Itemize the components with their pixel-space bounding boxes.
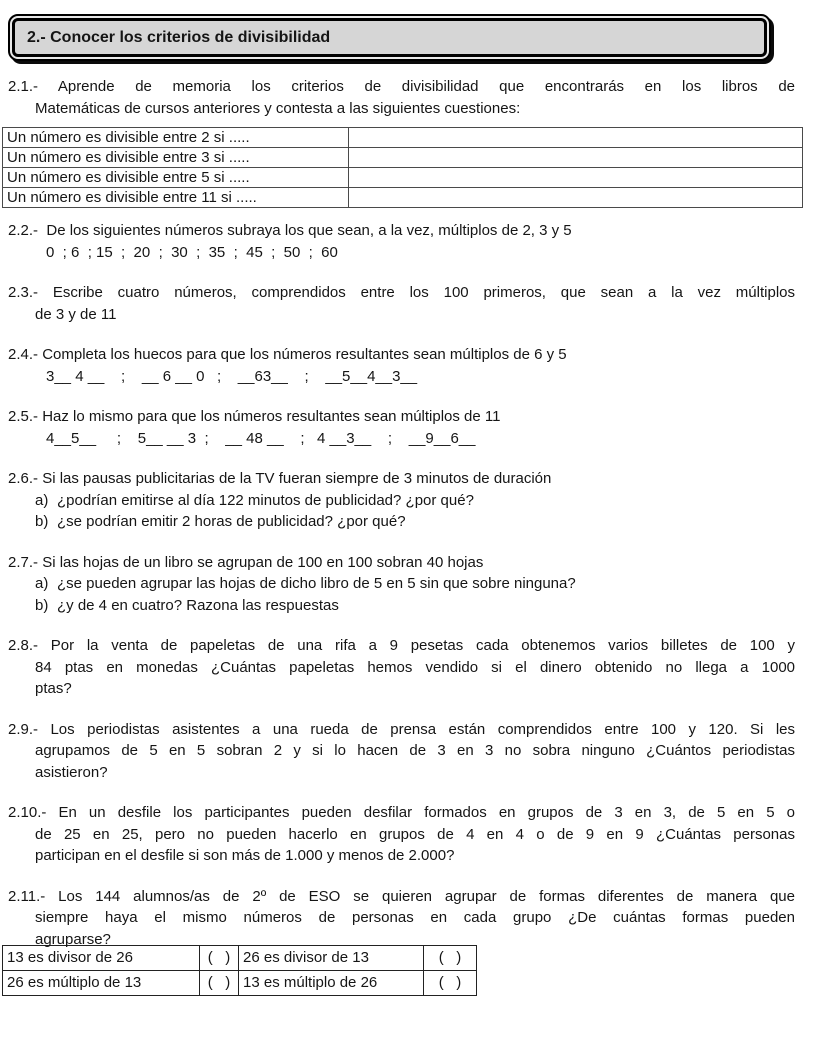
answer-cell [349,188,803,208]
answer-cell [349,168,803,188]
statement-cell: 26 es divisor de 13 [239,946,424,971]
exercise-line [8,719,795,741]
statement-cell: 26 es múltiplo de 13 [3,971,200,996]
item-text: ¿se pueden agrupar las hojas de dicho libro de 5 en 5 sin que sobre ninguna? [57,575,576,592]
exercise-2-6 [8,468,795,533]
exercise-line [8,468,795,490]
item-text: ¿se podrían emitir 2 horas de publicidad? ¿por qué? [57,513,406,530]
exercise-number: 2.8.- [8,637,39,654]
exercise-2-1 [8,76,795,119]
exercise-2-8 [8,635,795,700]
number-list: 0 ; 6 ; 15 ; 20 ; 30 ; 35 ; 45 ; 50 ; 60 [46,243,338,261]
number-list: 3__ 4 __ ; __ 6 __ 0 ; __63__ ; __5__4__3__ [46,367,418,385]
exercise-text: Aprende de memoria los criterios de divisibilidad que encontrarás en los libros de [57,78,796,95]
item-marker: b) [35,513,49,530]
sub-item-a [8,490,795,512]
exercise-text: Si las pausas publicitarias de la TV fueran siempre de 3 minutos de duración [42,470,552,487]
section-title: 2.- Conocer los criterios de divisibilidad [12,18,767,57]
worksheet-page [0,14,823,1038]
exercise-2-7 [8,552,795,617]
exercise-2-10 [8,802,795,867]
exercise-text: Por la venta de papeletas de una rifa a 9 pesetas cada obtenemos varios billetes de 100 y [50,637,795,654]
exercise-line: siempre haya el mismo números de personas en cada grupo ¿De cuántas formas pueden [35,909,795,926]
exercise-line: de 25 en 25, pero no pueden hacerlo en grupos de 4 en 4 o de 9 en 9 ¿Cuántas personas [35,825,795,843]
exercise-line: agrupamos de 5 en 5 sobran 2 y si lo hacen de 3 en 3 no sobra ninguno ¿Cuántos periodistas [35,742,795,759]
exercise-line: 84 ptas en monedas ¿Cuántas papeletas hemos vendido si el dinero obtenido no llega a 1000 [35,658,795,676]
sub-item-b [8,511,795,533]
check-cell: ( ) [200,971,239,996]
exercise-text: Los 144 alumnos/as de 2º de ESO se quieren agrupar de formas diferentes de manera que [58,887,795,905]
check-cell: ( ) [424,946,477,971]
check-cell: ( ) [200,946,239,971]
item-marker: a) [35,491,49,509]
exercise-line: participan en el desfile si son más de 1.000 y menos de 2.000? [35,847,455,864]
section-title-box [8,14,771,61]
exercise-number: 2.1.- [8,78,39,95]
exercise-text: Completa los huecos para que los números resultantes sean múltiplos de 6 y 5 [42,346,567,363]
table-row [3,168,803,188]
item-marker: a) [35,575,49,592]
exercise-2-3 [8,282,795,325]
criteria-cell: Un número es divisible entre 2 si ..... [3,128,349,148]
criteria-cell: Un número es divisible entre 5 si ..... [3,168,349,188]
answer-cell [349,128,803,148]
item-marker: b) [35,596,49,614]
sub-item-b [8,595,795,617]
criteria-cell: Un número es divisible entre 11 si ..... [3,188,349,208]
table-row [3,128,803,148]
exercise-2-2 [8,220,795,263]
exercise-2-5 [8,406,795,449]
exercise-line [8,76,795,98]
exercise-number: 2.7.- [8,553,39,571]
exercise-line [8,886,795,908]
table-row [3,188,803,208]
exercise-line: agruparse? [35,930,111,948]
table-row [3,148,803,168]
exercise-text: En un desfile los participantes pueden desfilar formados en grupos de 3 en 3, de 5 en 5 o [58,804,796,821]
truth-table [2,945,477,996]
exercise-number: 2.11.- [8,887,46,905]
item-text: ¿y de 4 en cuatro? Razona las respuestas [57,596,339,614]
check-cell: ( ) [424,971,477,996]
exercise-line [8,802,795,824]
exercise-line [8,552,795,574]
exercise-2-11 [8,886,795,951]
exercise-text: Si las hojas de un libro se agrupan de 100 en 100 sobran 40 hojas [42,553,484,571]
table-row-clipped [3,946,477,971]
exercise-number: 2.4.- [8,346,39,363]
exercise-line [8,282,795,304]
exercise-number: 2.9.- [8,720,39,738]
exercise-line [8,344,795,366]
exercise-line: Matemáticas de cursos anteriores y contesta a las siguientes cuestiones: [35,99,521,117]
exercise-line: ptas? [35,680,72,697]
truth-table-clip [2,945,823,991]
table-row [3,971,477,996]
sub-item-a [8,573,795,595]
statement-cell: 13 es múltiplo de 26 [239,971,424,996]
criteria-cell: Un número es divisible entre 3 si ..... [3,148,349,168]
exercise-line: de 3 y de 11 [35,305,117,323]
number-list: 4__5__ ; 5__ __ 3 ; __ 48 __ ; 4 __3__ ; __9__6__ [46,429,476,447]
exercise-number: 2.10.- [8,804,47,821]
exercise-text: Escribe cuatro números, comprendidos entre los 100 primeros, que sean a la vez múltiplos [52,284,795,301]
exercise-line [8,406,795,428]
exercise-text: Los periodistas asistentes a una rueda de prensa están comprendidos entre 100 y 120. Si les [50,720,796,738]
exercise-text: Haz lo mismo para que los números resultantes sean múltiplos de 11 [42,408,501,425]
statement-cell: 13 es divisor de 26 [3,946,200,971]
exercise-line [8,220,795,242]
divisibility-criteria-table [2,127,803,208]
exercise-2-9 [8,719,795,784]
exercise-2-4 [8,344,795,387]
exercise-number: 2.2.- [8,222,39,239]
exercise-number: 2.5.- [8,408,39,425]
exercise-text: De los siguientes números subraya los que sean, a la vez, múltiplos de 2, 3 y 5 [46,222,572,239]
exercise-number: 2.3.- [8,284,39,301]
exercise-line [8,635,795,657]
answer-cell [349,148,803,168]
item-text: ¿podrían emitirse al día 122 minutos de publicidad? ¿por qué? [57,491,474,509]
exercise-number: 2.6.- [8,470,39,487]
exercise-line: asistieron? [35,763,108,781]
